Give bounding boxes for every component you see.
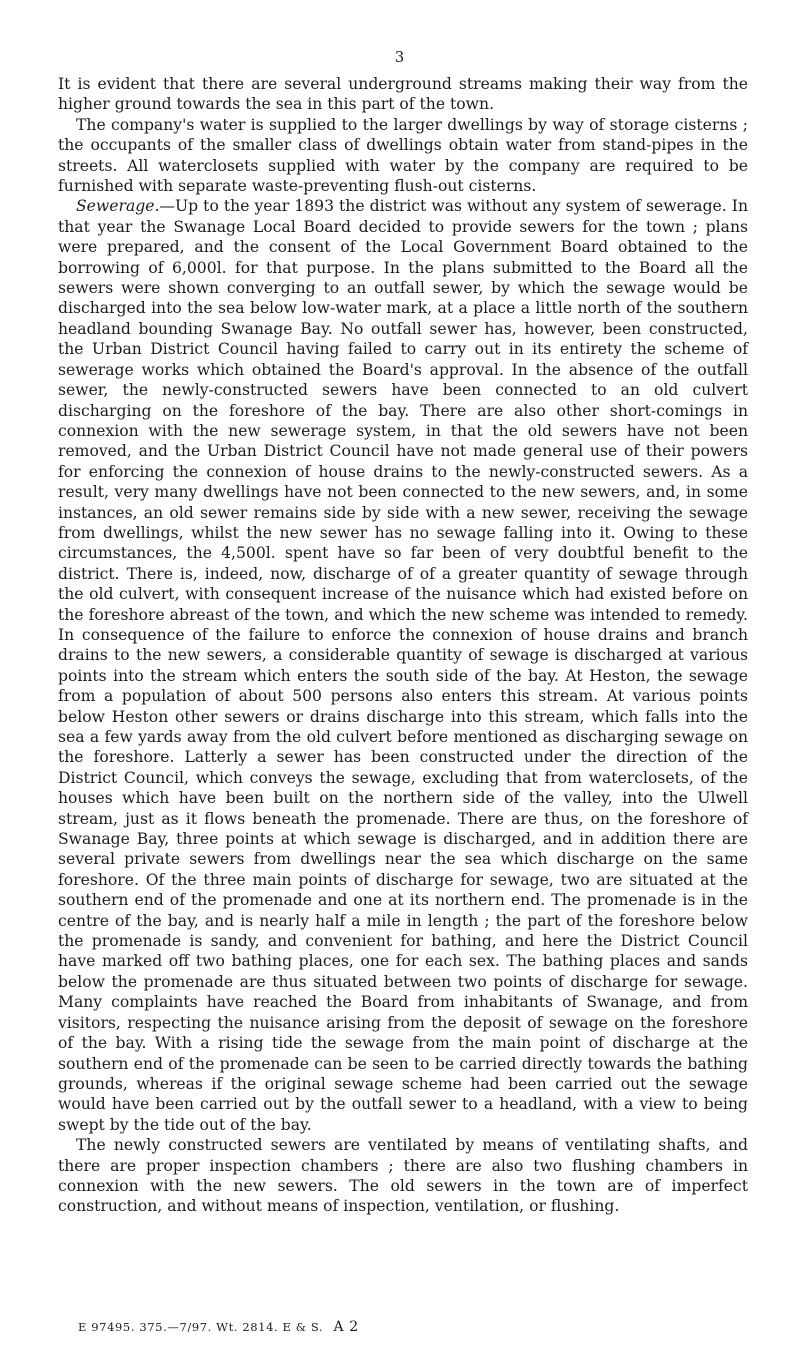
signature-mark: A 2 (333, 1319, 359, 1335)
page-number: 3 (394, 48, 406, 66)
document-body (58, 74, 748, 1217)
paragraph-sewerage (58, 196, 748, 1135)
sewerage-text: —Up to the year 1893 the district was without any system of sewerage. In that year the Swanage Local Board decided to provide sewers for the town ; plans were prepared, and the consent of the Local Government Board obtained to the borrowing of 6,000l. for that purpose. In the plans submitted to the Board all the sewers were shown converging to an outfall sewer, by which the sewage would be discharged into the sea below low-water mark, at a place a little north of the southern headland bounding Swanage Bay. No outfall sewer has, however, been constructed, the Urban District Council having failed to carry out in its entirety the scheme of sewerage works which obtained the Board's approval. In the absence of the outfall sewer, the newly-constructed sewers have been connected to an old culvert discharging on the foreshore of the bay. There are also other short-comings in connexion with the new sewerage system, in that the old sewers have not been removed, and the Urban District Council have not made general use of their powers for enforcing the connexion of house drains to the newly-constructed sewers. As a result, very many dwellings have not been connected to the new sewers, and, in some instances, an old sewer remains side by side with a new sewer, receiving the sewage from dwellings, whilst the new sewer has no sewage falling into it. Owing to these circumstances, the 4,500l. spent have so far been of very doubtful benefit to the district. There is, indeed, now, discharge of of a greater quantity of sewage through the old culvert, with consequent increase of the nuisance which had existed before on the foreshore abreast of the town, and which the new scheme was intended to remedy. In consequence of the failure to enforce the connexion of house drains and branch drains to the new sewers, a considerable quantity of sewage is discharged at various points into the stream which enters the south side of the bay. At Heston, the sewage from a population of about 500 persons also enters this stream. At various points below Heston other sewers or drains discharge into this stream, which falls into the sea a few yards away from the old culvert before mentioned as discharging sewage on the foreshore. Latterly a sewer has been constructed under the direction of the District Council, which conveys the sewage, excluding that from waterclosets, of the houses which have been built on the northern side of the valley, into the Ulwell stream, just as it flows beneath the promenade. There are thus, on the foreshore of Swanage Bay, three points at which sewage is discharged, and in addition there are several private sewers from dwellings near the sea which discharge on the same foreshore. Of the three main points of discharge for sewage, two are situated at the southern end of the promenade and one at its northern end. The promenade is in the centre of the bay, and is nearly half a mile in length ; the part of the foreshore below the promenade is sandy, and convenient for bathing, and here the District Council have marked off two bathing places, one for each sex. The bathing places and sands below the promenade are thus situated between two points of discharge for sewage. Many complaints have reached the Board from inhabitants of Swanage, and from visitors, respecting the nuisance arising from the deposit of sewage on the foreshore of the bay. With a rising tide the sewage from the main point of discharge at the southern end of the promenade can be seen to be carried directly towards the bathing grounds, whereas if the original sewage scheme had been carried out the sewage would have been carried out by the outfall sewer to a headland, with a view to being swept by the tide out of the bay. (58, 197, 748, 1134)
paragraph-water-supply: The company's water is supplied to the larger dwellings by way of storage cisterns ; the occupants of the smaller class of dwellings obtain water from stand-pipes in the streets. All waterclosets supplied with water by the company are required to be furnished with separate waste-preventing flush-out cisterns. (58, 115, 748, 196)
paragraph-ventilation: The newly constructed sewers are ventilated by means of ventilating shafts, and there are proper inspection chambers ; there are also two flushing chambers in connexion with the new sewers. The old sewers in the town are of imperfect construction, and without means of inspection, ventilation, or flushing. (58, 1136, 748, 1216)
section-heading-sewerage: Sewerage. (76, 197, 160, 216)
paragraph-underground-streams: It is evident that there are several underground streams making their way from the higher ground towards the sea in this part of the town. (58, 75, 748, 114)
imprint-text: E 97495. 375.—7/97. Wt. 2814. E & S. (78, 1320, 324, 1334)
printer-imprint (78, 1319, 359, 1335)
